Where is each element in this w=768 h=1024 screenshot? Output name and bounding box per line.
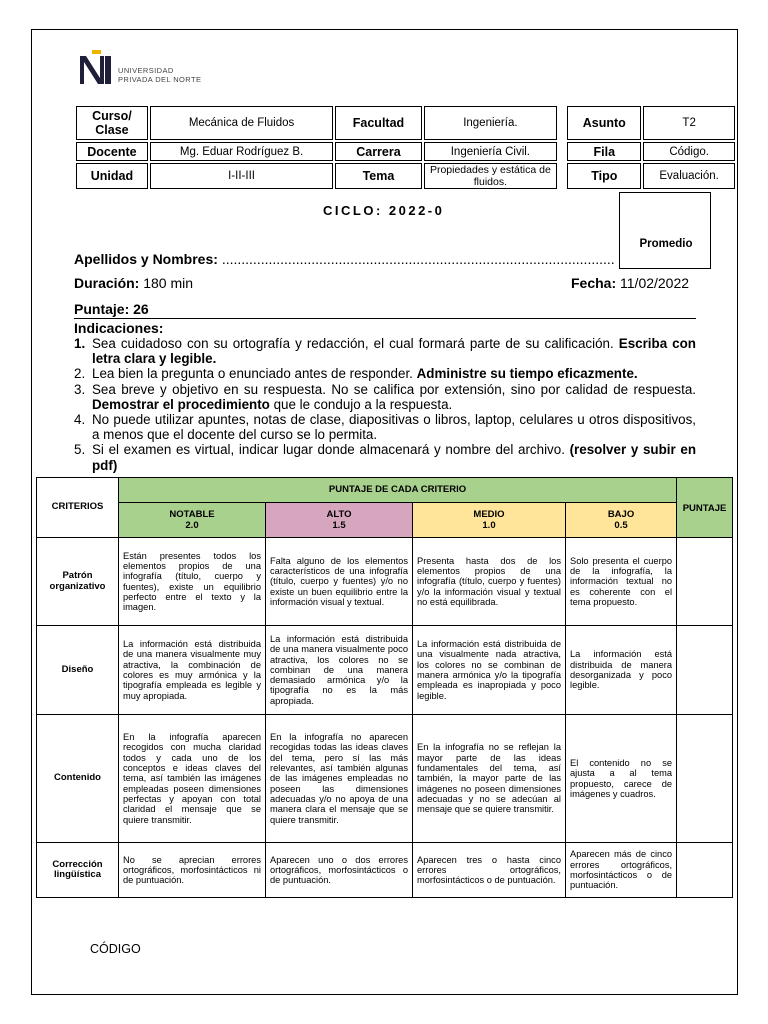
level-score: 0.5	[614, 520, 628, 531]
indicaciones-title: Indicaciones:	[74, 320, 164, 336]
tipo-label: Tipo	[567, 163, 641, 189]
criterio-name: Patrón organizativo	[37, 538, 119, 626]
item-text: No puede utilizar apuntes, notas de clase, diapositivas o libros, laptop, celulares u otros dispositivos, a menos que el docente del curso se lo permita.	[92, 412, 696, 443]
cell-bajo: La información está distribuida de manera desorganizada y poco legible.	[566, 626, 677, 715]
fecha-value: 11/02/2022	[620, 275, 690, 291]
level-notable	[119, 503, 266, 538]
level-medio	[413, 503, 566, 538]
cell-notable: En la infografía aparecen recogidos con mucha claridad todos y cada uno de los conceptos e ideas claves del tema, así también las imágenes empleadas poseen dimensiones perfectas y apoyan con total claridad el mensaje que se quiere transmitir.	[119, 715, 266, 843]
asunto-value: T2	[643, 106, 735, 140]
university-name	[118, 66, 201, 84]
item-text: Sea cuidadoso con su ortografía y redacción, el cual formará parte de su calificación.	[92, 336, 619, 351]
item-number: 1.	[74, 336, 86, 351]
level-score: 2.0	[185, 520, 199, 531]
item-text: Lea bien la pregunta o enunciado antes de responder.	[92, 366, 417, 382]
logo-line-2: PRIVADA DEL NORTE	[118, 75, 202, 84]
cell-alto: En la infografía no aparecen recogidas todas las ideas claves del tema, pero sí las más relevantes, así también algunas de las imágenes empleadas no poseen las dimensiones adecuadas y/o no apoya de una manera clara el mensaje que se quiere transmitir.	[266, 715, 413, 843]
cell-bajo: Aparecen más de cinco errores ortográficos, morfosintácticos o de puntuación.	[566, 843, 677, 898]
level-score: 1.5	[332, 520, 346, 531]
curso-label: Curso/ Clase	[76, 106, 148, 140]
ciclo-title: CICLO: 2022-0	[323, 203, 445, 218]
cell-alto: Aparecen uno o dos errores ortográficos, morfosintácticos o de puntuación.	[266, 843, 413, 898]
duracion-value: 180 min	[143, 275, 194, 291]
item-number: 3.	[74, 381, 86, 397]
level-bajo	[566, 503, 677, 538]
apellidos-label: Apellidos y Nombres:	[74, 251, 218, 267]
course-header-table	[74, 104, 737, 191]
cell-alto: La información está distribuida de una manera visualmente poco atractiva, los colores no se combinan de una manera demasiado armónica y/o la tipografía no es la más apropiada.	[266, 626, 413, 715]
list-item	[74, 366, 696, 381]
level-name: ALTO	[326, 509, 352, 520]
cell-notable: No se aprecian errores ortográficos, morfosintácticos ni de puntuación.	[119, 843, 266, 898]
asunto-label: Asunto	[567, 106, 641, 140]
docente-value: Mg. Eduar Rodríguez B.	[150, 142, 333, 161]
fila-value: Código.	[643, 142, 735, 161]
tipo-value: Evaluación.	[643, 163, 735, 189]
level-score: 1.0	[482, 520, 496, 531]
item-bold-text: Demostrar el procedimiento	[92, 396, 270, 412]
list-item	[74, 412, 696, 442]
cell-medio: En la infografía no se reflejan la mayor parte de las ideas fundamentales del tema, así también, la mayor parte de las imágenes no poseen dimensiones adecuadas y no se adecúan al mensaje que se quiere transmitir.	[413, 715, 566, 843]
cell-bajo: El contenido no se ajusta a al tema propuesto, carece de imágenes y cuadros.	[566, 715, 677, 843]
promedio-box[interactable]	[619, 192, 711, 269]
cell-medio: Aparecen tres o hasta cinco errores ortográficos, morfosintácticos o de puntuación.	[413, 843, 566, 898]
indicaciones-list	[74, 336, 696, 473]
table-row	[37, 626, 733, 715]
apellidos-field[interactable]	[74, 251, 615, 267]
level-name: BAJO	[607, 509, 635, 520]
duracion-label: Duración:	[74, 275, 140, 291]
carrera-label: Carrera	[335, 142, 421, 161]
score-cell[interactable]	[677, 538, 733, 626]
duracion-field	[74, 275, 193, 291]
cell-alto: Falta alguno de los elementos característicos de una infografía (título, cuerpo y fuentes) y/o no existe un buen equilibrio entre la información visual y textual.	[266, 538, 413, 626]
item-bold-text: (resolver y subir en pdf)	[92, 442, 696, 473]
cell-bajo: Solo presenta el cuerpo de la infografía, la información textual no es coherente con el tema propuesto.	[566, 538, 677, 626]
criterio-name: Corrección lingüística	[37, 843, 119, 898]
criterios-header: CRITERIOS	[37, 478, 119, 538]
score-cell[interactable]	[677, 843, 733, 898]
apellidos-dots: .....................................................................................................	[221, 251, 615, 267]
cell-medio: Presenta hasta dos de los elementos propios de una infografía (título, cuerpo y fuentes) y/o la información visual y textual no está equilibrada.	[413, 538, 566, 626]
item-text: Si el examen es virtual, indicar lugar donde almacenará y nombre del archivo.	[92, 442, 570, 458]
tema-label: Tema	[335, 163, 421, 189]
rubric-table	[36, 477, 733, 898]
level-name: NOTABLE	[169, 509, 215, 520]
criterio-name: Contenido	[37, 715, 119, 843]
item-number: 4.	[74, 412, 86, 428]
level-name: MEDIO	[473, 509, 505, 520]
unidad-label: Unidad	[76, 163, 148, 189]
docente-label: Docente	[76, 142, 148, 161]
table-row	[37, 538, 733, 626]
puntaje-header: PUNTAJE	[677, 478, 733, 538]
promedio-label: Promedio	[639, 238, 693, 250]
fila-label: Fila	[567, 142, 641, 161]
fecha-label: Fecha:	[571, 275, 617, 291]
cell-notable: Están presentes todos los elementos propios de una infografía (título, cuerpo y fuentes), existe un equilibrio perfecto entre el texto y la imagen.	[119, 538, 266, 626]
puntaje-label: Puntaje: 26	[74, 301, 149, 317]
item-text: Sea breve y objetivo en su respuesta. No se califica por extensión, sino por calidad de respuesta.	[92, 381, 696, 397]
curso-value: Mecánica de Fluidos	[150, 106, 333, 140]
item-number: 2.	[74, 366, 86, 382]
score-cell[interactable]	[677, 626, 733, 715]
list-item	[74, 442, 696, 472]
codigo-label: CÓDIGO	[90, 942, 141, 956]
facultad-label: Facultad	[335, 106, 421, 140]
item-text-after: que le condujo a la respuesta.	[269, 396, 453, 412]
criterio-name: Diseño	[37, 626, 119, 715]
unidad-value: I-II-III	[150, 163, 333, 189]
fecha-field	[571, 275, 689, 291]
list-item	[74, 336, 696, 366]
puntaje-cada-header: PUNTAJE DE CADA CRITERIO	[119, 478, 677, 503]
puntaje-field	[74, 301, 149, 317]
cell-medio: La información está distribuida de una visualmente nada atractiva, los colores no se combinan de manera armónica y/o la tipografía empleada es inapropiada y poco legible.	[413, 626, 566, 715]
divider-line	[74, 318, 696, 319]
table-row	[37, 715, 733, 843]
item-bold-text: Administre su tiempo eficazmente.	[416, 366, 638, 382]
tema-value: Propiedades y estática de fluidos.	[424, 163, 557, 189]
facultad-value: Ingeniería.	[424, 106, 557, 140]
item-number: 5.	[74, 442, 86, 458]
level-alto	[266, 503, 413, 538]
carrera-value: Ingeniería Civil.	[424, 142, 557, 161]
list-item	[74, 382, 696, 412]
item-bold-text: Escriba con letra clara y legible.	[92, 336, 696, 367]
cell-notable: La información está distribuida de una manera visualmente muy atractiva, la combinación de colores es muy armónica y la tipografía empleada es legible y muy apropiada.	[119, 626, 266, 715]
table-row	[37, 843, 733, 898]
score-cell[interactable]	[677, 715, 733, 843]
logo-line-1: UNIVERSIDAD	[118, 66, 174, 75]
